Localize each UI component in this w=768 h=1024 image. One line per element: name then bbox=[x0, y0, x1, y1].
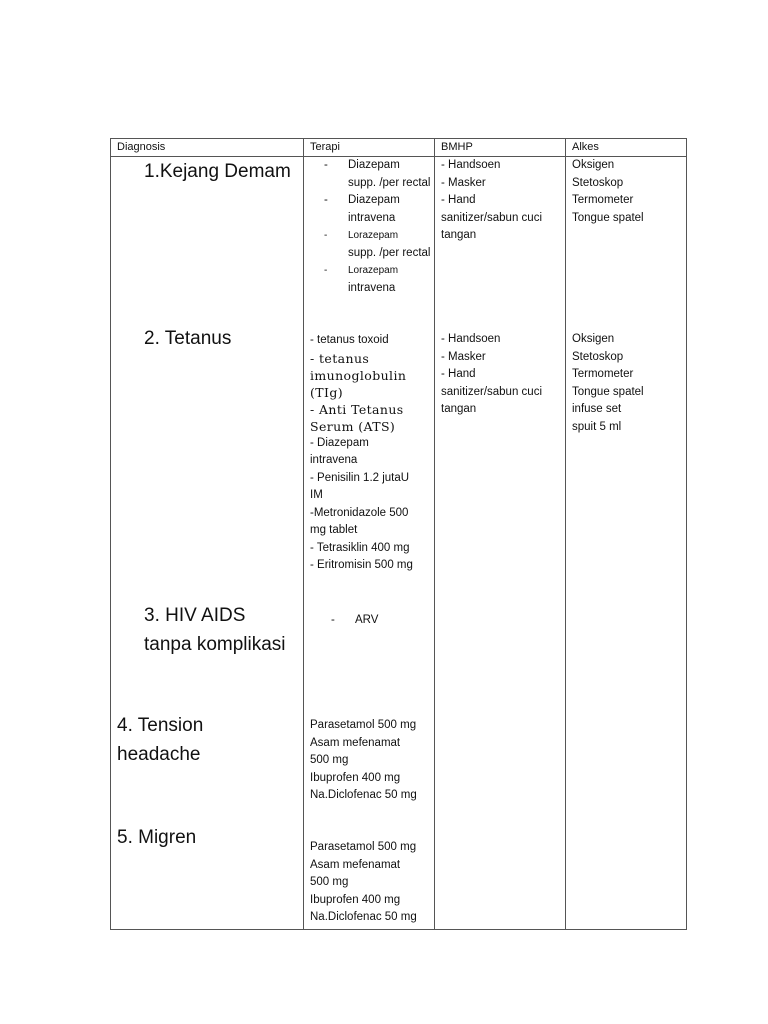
list-item: intravena bbox=[348, 281, 396, 294]
list-item: (TIg) bbox=[310, 384, 344, 400]
diagnosis-kejang-demam bbox=[144, 157, 303, 186]
list-item: sanitizer/sabun cuci bbox=[441, 211, 542, 224]
list-item: Parasetamol 500 mg bbox=[310, 719, 417, 731]
list-item: Stetoskop bbox=[572, 176, 624, 189]
list-item: Ibuprofen 400 mg bbox=[310, 771, 401, 784]
table-header-row bbox=[111, 139, 687, 157]
terapi-tension-headache bbox=[310, 717, 434, 805]
alkes-kejang-demam bbox=[572, 157, 686, 227]
list-item: - tetanus toxoid bbox=[310, 334, 389, 346]
list-item: supp. /per rectal bbox=[348, 246, 431, 259]
list-item: IM bbox=[310, 489, 323, 501]
diagnosis-table bbox=[110, 138, 687, 930]
list-item: - Masker bbox=[441, 350, 486, 363]
diagnosis-title: 3. HIV AIDS bbox=[144, 605, 246, 626]
table-body-row bbox=[111, 157, 687, 930]
list-item: - Diazepam bbox=[324, 159, 400, 171]
list-item: intravena bbox=[310, 454, 358, 466]
list-item: Stetoskop bbox=[572, 350, 624, 363]
list-item: infuse set bbox=[572, 403, 622, 415]
terapi-kejang-demam bbox=[310, 157, 434, 297]
list-item: - Hand bbox=[441, 368, 476, 380]
list-item: - Diazepam bbox=[324, 194, 400, 206]
diagnosis-tension-headache bbox=[117, 711, 303, 769]
diagnosis-subtitle: tanpa komplikasi bbox=[144, 634, 286, 655]
list-item: 500 mg bbox=[310, 754, 349, 766]
list-item: Oksigen bbox=[572, 333, 615, 345]
bmhp-cell bbox=[435, 157, 566, 930]
list-item: Tongue spatel bbox=[572, 385, 644, 398]
diagnosis-tetanus bbox=[144, 324, 303, 353]
diagnosis-title: 1.Kejang Demam bbox=[144, 161, 291, 182]
list-item: Oksigen bbox=[572, 159, 615, 171]
list-item: - ARV bbox=[331, 614, 379, 626]
list-item: - Tetrasiklin 400 mg bbox=[310, 541, 410, 554]
bmhp-tetanus bbox=[441, 331, 565, 419]
list-item: mg tablet bbox=[310, 524, 358, 536]
diagnosis-title: 4. Tension bbox=[117, 715, 204, 736]
diagnosis-migren bbox=[117, 823, 303, 852]
list-item: Termometer bbox=[572, 194, 634, 206]
diagnosis-subtitle: headache bbox=[117, 744, 201, 765]
diagnosis-cell bbox=[111, 157, 304, 930]
list-item: Ibuprofen 400 mg bbox=[310, 893, 401, 906]
list-item: - Diazepam bbox=[310, 436, 369, 449]
list-item: - Penisilin 1.2 jutaU bbox=[310, 471, 410, 484]
list-item: tangan bbox=[441, 229, 477, 241]
list-item: - Handsoen bbox=[441, 333, 501, 345]
list-item: sanitizer/sabun cuci bbox=[441, 385, 542, 398]
diagnosis-title: 2. Tetanus bbox=[144, 328, 232, 349]
header-bmhp: BMHP bbox=[435, 139, 566, 157]
alkes-cell bbox=[566, 157, 687, 930]
list-item: intravena bbox=[348, 211, 396, 224]
list-item: - Masker bbox=[441, 176, 486, 189]
list-item: Parasetamol 500 mg bbox=[310, 841, 417, 853]
list-item: Na.Diclofenac 50 mg bbox=[310, 789, 417, 801]
terapi-migren bbox=[310, 839, 434, 927]
terapi-tetanus bbox=[310, 332, 434, 575]
list-item: Serum (ATS) bbox=[310, 418, 396, 434]
list-item: Asam mefenamat bbox=[310, 858, 401, 871]
list-item: supp. /per rectal bbox=[348, 176, 431, 189]
list-item: Na.Diclofenac 50 mg bbox=[310, 911, 417, 923]
terapi-cell bbox=[304, 157, 435, 930]
list-item: Asam mefenamat bbox=[310, 736, 401, 749]
diagnosis-hiv-aids bbox=[144, 601, 303, 659]
list-item: -Metronidazole 500 bbox=[310, 506, 409, 519]
list-item: Tongue spatel bbox=[572, 211, 644, 224]
terapi-hiv-aids bbox=[317, 612, 434, 630]
header-alkes: Alkes bbox=[566, 139, 687, 157]
list-item: - Lorazepam bbox=[324, 265, 399, 276]
alkes-tetanus bbox=[572, 331, 686, 436]
bmhp-kejang-demam bbox=[441, 157, 565, 245]
list-item: - Hand bbox=[441, 194, 476, 206]
list-item: - tetanus bbox=[310, 350, 370, 366]
list-item: tangan bbox=[441, 403, 477, 415]
diagnosis-title: 5. Migren bbox=[117, 827, 197, 848]
list-item: spuit 5 ml bbox=[572, 420, 622, 433]
list-item: 500 mg bbox=[310, 876, 349, 888]
list-item: - Handsoen bbox=[441, 159, 501, 171]
list-item: Termometer bbox=[572, 368, 634, 380]
list-item: - Lorazepam bbox=[324, 230, 399, 241]
header-terapi: Terapi bbox=[304, 139, 435, 157]
list-item: imunoglobulin bbox=[310, 367, 407, 383]
list-item: - Eritromisin 500 mg bbox=[310, 559, 413, 571]
header-diagnosis: Diagnosis bbox=[111, 139, 304, 157]
list-item: - Anti Tetanus bbox=[310, 401, 404, 417]
